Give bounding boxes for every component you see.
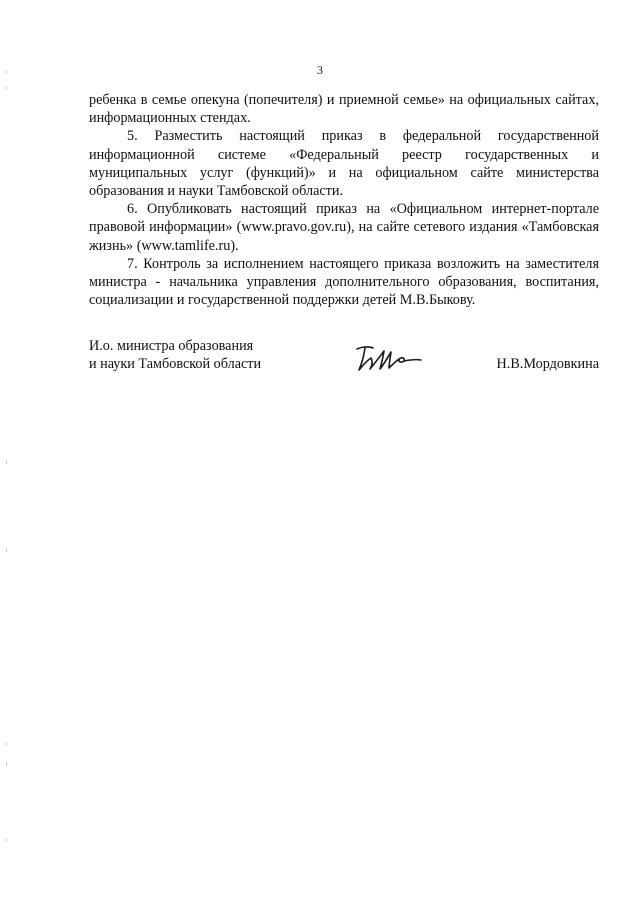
paragraph-continuation: ребенка в семье опекуна (попечителя) и приемной семье» на официальных сайтах, информационных стендах. bbox=[89, 92, 599, 127]
signer-title bbox=[89, 337, 261, 373]
document-body bbox=[89, 91, 599, 309]
handwritten-signature-icon bbox=[351, 343, 427, 375]
scan-margin-marks bbox=[6, 0, 10, 905]
page-number: 3 bbox=[317, 63, 323, 77]
paragraph-item-5: 5. Разместить настоящий приказ в федеральной государственной информационной системе «Федеральный реестр государственных и муниципальных услуг (функций)» и на официальном сайте министерства образования и науки Тамбовской области. bbox=[89, 128, 599, 200]
paragraph-item-6: 6. Опубликовать настоящий приказ на «Официальном интернет-портале правовой информации» (www.pravo.gov.ru), на сайте сетевого издания «Тамбовская жизнь» (www.tamlife.ru). bbox=[89, 201, 599, 254]
signer-title-line-1: И.о. министра образования bbox=[89, 338, 254, 354]
signer-name: Н.В.Мордовкина bbox=[496, 356, 599, 372]
signature-block bbox=[89, 337, 599, 377]
signer-title-line-2: и науки Тамбовской области bbox=[89, 356, 262, 373]
paragraph-item-7: 7. Контроль за исполнением настоящего приказа возложить на заместителя министра - начальника управления дополнительного образования, воспитания, социализации и государственной поддержки детей М.В.Быкову. bbox=[89, 255, 599, 309]
